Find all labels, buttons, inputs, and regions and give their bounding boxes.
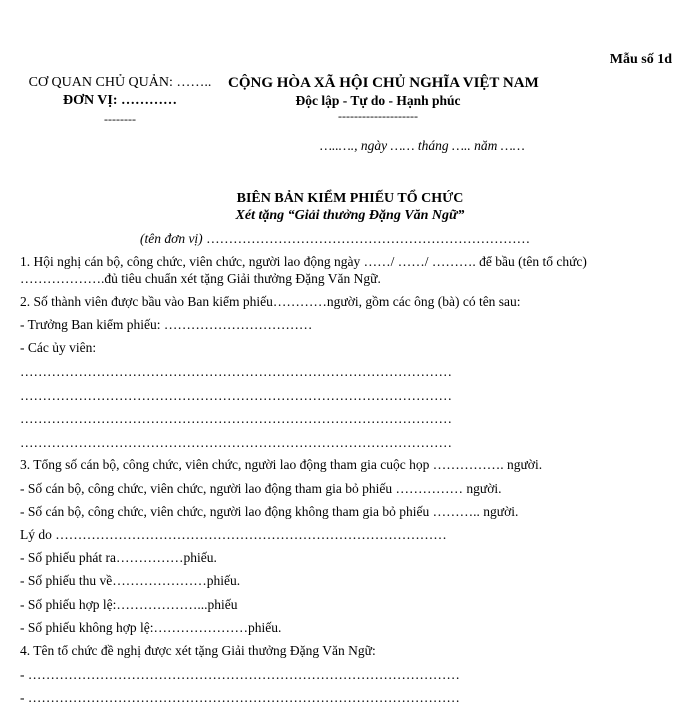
body-line: 2. Số thành viên được bầu vào Ban kiểm phiếu…………người, gồm các ông (bà) có tên sau: bbox=[20, 294, 521, 309]
unit-name-label: (tên đơn vị) bbox=[140, 231, 203, 246]
dotted-line: - …………………………………………………………………………………… bbox=[20, 667, 460, 682]
body-line: 4. Tên tổ chức đề nghị được xét tặng Giải thưởng Đặng Văn Ngữ: bbox=[20, 643, 376, 658]
unit-label: ĐƠN VỊ: ………… bbox=[62, 93, 178, 108]
body-line: - Số cán bộ, công chức, viên chức, người lao động không tham gia bỏ phiếu ……….. người. bbox=[20, 504, 519, 519]
left-underline: -------- bbox=[104, 112, 136, 126]
dotted-line: …………………………………………………………………………………… bbox=[20, 435, 452, 450]
header-right bbox=[228, 74, 539, 123]
motto: Độc lập - Tự do - Hạnh phúc bbox=[295, 93, 461, 108]
agency-label: CƠ QUAN CHỦ QUẢN: …….. bbox=[28, 75, 212, 90]
body-line: Lý do …………………………………………………………………………… bbox=[20, 527, 447, 542]
body-line: - Số phiếu hợp lệ:………………...phiếu bbox=[20, 597, 238, 612]
body-line: - Số cán bộ, công chức, viên chức, người lao động tham gia bỏ phiếu …………… người. bbox=[20, 481, 502, 496]
document-subtitle: Xét tặng “Giải thưởng Đặng Văn Ngữ” bbox=[235, 208, 465, 223]
unit-name-dots: ……………………………………………………………… bbox=[202, 231, 531, 246]
title-block bbox=[0, 190, 700, 224]
dotted-line: …………………………………………………………………………………… bbox=[20, 411, 452, 426]
body-line: - Số phiếu không hợp lệ:…………………phiếu. bbox=[20, 620, 282, 635]
dotted-line: - …………………………………………………………………………………… bbox=[20, 690, 460, 705]
body-line: - Số phiếu thu về…………………phiếu. bbox=[20, 573, 241, 588]
form-number: Mẫu số 1d bbox=[609, 52, 672, 67]
document-title: BIÊN BẢN KIỂM PHIẾU TỔ CHỨC bbox=[236, 191, 464, 206]
body-line: ……………….đủ tiêu chuẩn xét tặng Giải thưởng Đặng Văn Ngữ. bbox=[20, 271, 381, 286]
unit-name-line bbox=[140, 231, 530, 247]
right-underline: -------------------- bbox=[338, 109, 418, 123]
body-line: - Trưởng Ban kiểm phiếu: …………………………… bbox=[20, 317, 313, 332]
date-line: …..…., ngày …… tháng ….. năm …… bbox=[320, 138, 525, 153]
nation-title: CỘNG HÒA XÃ HỘI CHỦ NGHĨA VIỆT NAM bbox=[228, 75, 539, 91]
dotted-line: …………………………………………………………………………………… bbox=[20, 364, 452, 379]
body-line: - Số phiếu phát ra……………phiếu. bbox=[20, 550, 217, 565]
body-line: 1. Hội nghị cán bộ, công chức, viên chức, người lao động ngày ……/ ……/ ………. để bầu (tên tổ chức) bbox=[20, 254, 587, 269]
body-line: 3. Tổng số cán bộ, công chức, viên chức, người lao động tham gia cuộc họp ……………. người. bbox=[20, 457, 543, 472]
dotted-line: …………………………………………………………………………………… bbox=[20, 388, 452, 403]
header-left bbox=[22, 74, 218, 128]
body-line: - Các ủy viên: bbox=[20, 340, 97, 355]
